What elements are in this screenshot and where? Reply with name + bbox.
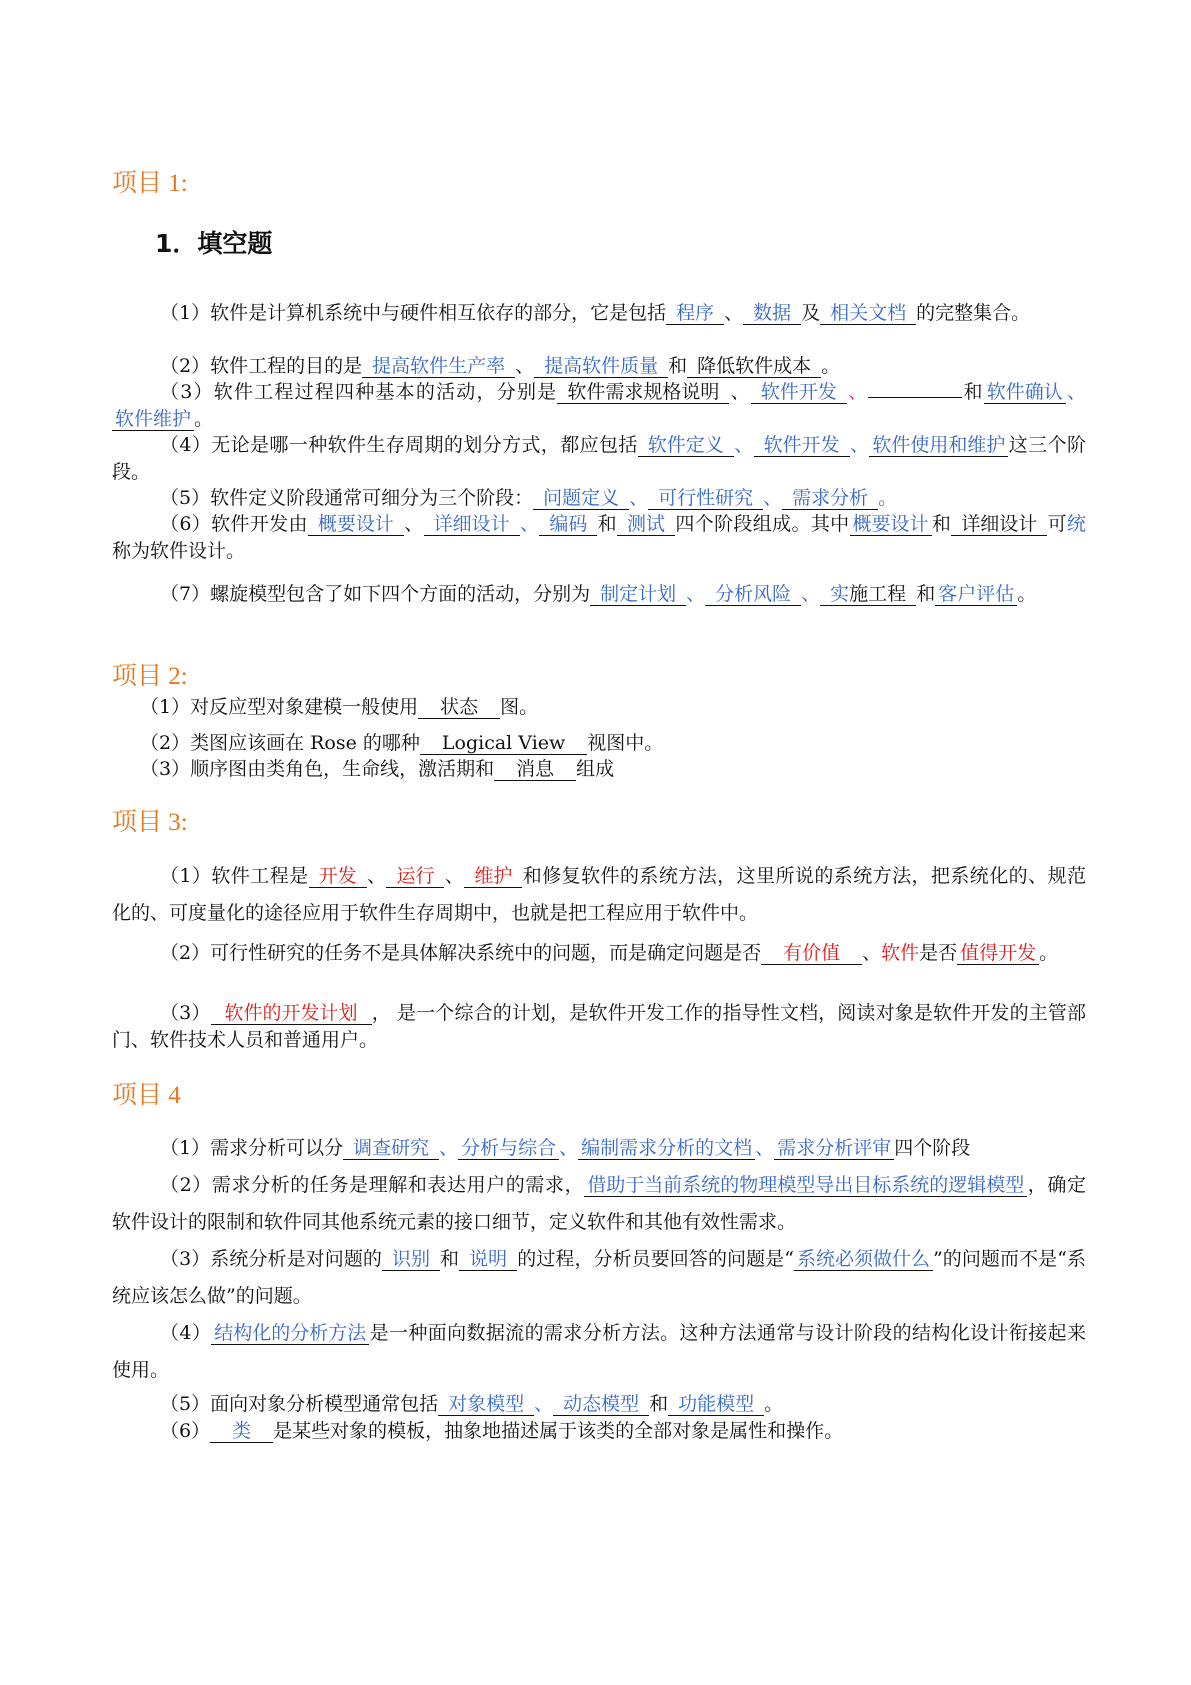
text: 和 xyxy=(931,513,952,535)
text: ， 是一个综合的计划，是软件开发工作的指导性文档，阅读对象是软件开发的主管部门、软件技术人员和普通用户。 xyxy=(112,1002,1087,1051)
text: 、 xyxy=(849,434,870,456)
p1-question-7 xyxy=(112,581,1086,608)
answer-blank: 问题定义 xyxy=(533,487,629,510)
text: （3）顺序图由类角色，生命线，激活期和 xyxy=(140,758,495,780)
text: 统 xyxy=(1066,513,1086,535)
text: （6）软件开发由 xyxy=(160,513,308,535)
text: 、 xyxy=(763,487,783,509)
p4-question-3 xyxy=(112,1241,1086,1315)
text: 。 xyxy=(764,1393,784,1415)
text: 的完整集合。 xyxy=(916,302,1031,324)
text: 、 xyxy=(515,355,535,377)
answer-blank: 运行 xyxy=(386,865,444,888)
text: 、 xyxy=(403,513,424,535)
answer-blank: 数据 xyxy=(743,302,801,325)
text: 这三个阶段。 xyxy=(112,434,1086,483)
text: 和修复软件的系统方法，这里所说的系统方法，把系统化的、规范化的、可度量化的途径应用于软件生存周期中，也就是把工程应用于软件中。 xyxy=(112,865,1086,924)
text: 施工程 xyxy=(849,583,907,605)
answer-blank: 需求分析 xyxy=(782,487,878,510)
text: （4） xyxy=(160,1322,212,1344)
p1-question-1 xyxy=(112,300,1086,327)
answer-blank: 概要设计 xyxy=(850,513,932,536)
text: 称为软件设计。 xyxy=(112,540,246,562)
p4-question-6 xyxy=(112,1418,1086,1445)
text: 。 xyxy=(1017,583,1037,605)
answer-blank: 结构化的分析方法 xyxy=(211,1322,369,1345)
p2-question-2 xyxy=(112,730,1086,757)
text: （3）软件工程过程四种基本的活动，分别是 xyxy=(160,381,558,403)
answer-blank: 消息 xyxy=(494,758,576,781)
p1-question-6 xyxy=(112,511,1086,565)
text: 、 xyxy=(724,302,744,324)
text: 。 xyxy=(194,408,214,430)
text: 、 xyxy=(439,1137,459,1159)
answer-blank: 概要设计 xyxy=(308,513,404,536)
answer-blank: 识别 xyxy=(382,1248,440,1271)
text: 、 xyxy=(366,865,387,887)
text: （2）类图应该画在 Rose 的哪种 xyxy=(140,732,420,754)
text: （6） xyxy=(160,1420,211,1442)
answer-blank: 借助于当前系统的物理模型导出目标系统的逻辑模型 xyxy=(584,1174,1027,1197)
text: （3） xyxy=(160,1002,211,1024)
answer-blank: 需求分析评审 xyxy=(774,1137,894,1160)
answer-blank: 提高软件质量 xyxy=(534,355,668,378)
text: 视图中。 xyxy=(587,732,664,754)
answer-blank: 状态 xyxy=(418,696,500,719)
answer-blank: 编制需求分析的文档 xyxy=(578,1137,755,1160)
text: 四个阶段组成。其中 xyxy=(675,513,850,535)
answer-blank: 编码 xyxy=(539,513,597,536)
text: （4）无论是哪一种软件生存周期的划分方式，都应包括 xyxy=(160,434,638,456)
answer-blank: 软件开发 xyxy=(754,434,850,457)
p3-question-3 xyxy=(112,1000,1086,1054)
p2-question-3 xyxy=(112,756,1086,783)
text: 、 xyxy=(519,513,540,535)
p3-question-2 xyxy=(112,940,1086,967)
text: 、 xyxy=(755,1137,775,1159)
text: 、 xyxy=(801,583,821,605)
answer-blank xyxy=(868,397,962,398)
answer-blank: 类 xyxy=(210,1420,273,1443)
answer-blank: 降低软件成本 xyxy=(687,355,821,378)
answer-blank: 软件定义 xyxy=(638,434,734,457)
text: （7）螺旋模型包含了如下四个方面的活动，分别为 xyxy=(160,583,591,605)
p3-question-1 xyxy=(112,858,1086,932)
answer-blank: 提高软件生产率 xyxy=(362,355,515,378)
text: 和 xyxy=(916,583,936,605)
text: 和 xyxy=(439,1248,460,1270)
text: （1）对反应型对象建模一般使用 xyxy=(140,696,419,718)
text: 、 xyxy=(444,865,465,887)
answer-blank: 软件需求规格说明 xyxy=(557,381,729,404)
text: 四个阶段 xyxy=(894,1137,971,1159)
answer-blank: 有价值 xyxy=(761,942,862,965)
answer-blank: 维护 xyxy=(464,865,522,888)
answer-blank: 客户评估 xyxy=(935,583,1017,606)
text: 和 xyxy=(668,355,688,377)
text: 和 xyxy=(597,513,618,535)
answer-blank xyxy=(820,583,916,606)
answer-blank: 程序 xyxy=(666,302,724,325)
p1-question-2 xyxy=(112,353,1086,380)
text: （2）需求分析的任务是理解和表达用户的需求， xyxy=(160,1174,585,1196)
answer-blank: 分析与综合 xyxy=(458,1137,559,1160)
text: 组成 xyxy=(576,758,615,780)
answer-blank: 功能模型 xyxy=(668,1393,764,1416)
answer-blank: 测试 xyxy=(617,513,675,536)
text: （1）需求分析可以分 xyxy=(160,1137,344,1159)
project-2-heading: 项目 2: xyxy=(112,663,188,690)
text: ”的问题而不是“系统应该怎么做”的问题。 xyxy=(112,1248,1086,1307)
answer-blank: 软件开发 xyxy=(751,381,847,404)
text: 、 xyxy=(1065,381,1086,403)
answer-blank: 软件确认 xyxy=(984,381,1066,404)
project-4-heading: 项目 4 xyxy=(112,1082,181,1109)
text: 、 xyxy=(733,434,754,456)
answer-blank: 动态模型 xyxy=(553,1393,649,1416)
text: （2）可行性研究的任务不是具体解决系统中的问题，而是确定问题是否 xyxy=(160,942,762,964)
project-3-heading: 项目 3: xyxy=(112,809,188,836)
text: （1）软件是计算机系统中与硬件相互依存的部分，它是包括 xyxy=(160,302,667,324)
answer-blank: 详细设计 xyxy=(951,513,1047,536)
text: 、 xyxy=(846,381,869,403)
text: 的过程，分析员要回答的问题是“ xyxy=(517,1248,794,1270)
text: 图。 xyxy=(500,696,539,718)
p2-question-1 xyxy=(112,694,1086,721)
answer-blank: 值得开发 xyxy=(957,942,1039,965)
text: 、 xyxy=(559,1137,579,1159)
text: 。 xyxy=(878,487,898,509)
answer-blank: 系统必须做什么 xyxy=(794,1248,933,1271)
answer-blank: 详细设计 xyxy=(424,513,520,536)
text: 实 xyxy=(830,583,850,605)
text: 是某些对象的模板，抽象地描述属于该类的全部对象是属性和操作。 xyxy=(273,1420,844,1442)
p1-question-4 xyxy=(112,432,1086,486)
text: 可 xyxy=(1047,513,1067,535)
text: 是一种面向数据流的需求分析方法。这种方法通常与设计阶段的结构化设计衔接起来使用。 xyxy=(112,1322,1086,1381)
answer-blank: Logical View xyxy=(420,732,587,755)
answer-blank: 相关文档 xyxy=(820,302,916,325)
text: 软件 xyxy=(881,942,920,964)
answer-blank: 软件维护 xyxy=(112,408,194,431)
text: 是否 xyxy=(919,942,958,964)
answer-blank: 调查研究 xyxy=(343,1137,439,1160)
p1-question-3 xyxy=(112,379,1086,433)
p4-question-5 xyxy=(112,1391,1086,1418)
p4-question-2 xyxy=(112,1167,1086,1241)
text: 和 xyxy=(962,381,984,403)
project-1-heading: 项目 1: xyxy=(112,170,188,197)
section-fill-blank-heading: 1．填空题 xyxy=(155,229,273,258)
answer-blank: 分析风险 xyxy=(705,583,801,606)
text: 及 xyxy=(801,302,821,324)
answer-blank: 可行性研究 xyxy=(648,487,763,510)
answer-blank: 说明 xyxy=(459,1248,517,1271)
answer-blank: 对象模型 xyxy=(438,1393,534,1416)
text: 、 xyxy=(629,487,649,509)
answer-blank: 软件的开发计划 xyxy=(211,1002,372,1025)
answer-blank: 开发 xyxy=(309,865,367,888)
text: 。 xyxy=(821,355,841,377)
p4-question-1 xyxy=(112,1130,1086,1167)
text: 。 xyxy=(1039,942,1059,964)
text: （1）软件工程是 xyxy=(160,865,309,887)
text: 、 xyxy=(534,1393,554,1415)
text: 、 xyxy=(686,583,706,605)
text: （2）软件工程的目的是 xyxy=(160,355,363,377)
answer-blank: 软件使用和维护 xyxy=(869,434,1008,457)
text: 、 xyxy=(729,381,751,403)
text: ，确定软件设计的限制和软件同其他系统元素的接口细节，定义软件和其他有效性需求。 xyxy=(112,1174,1086,1233)
text: 和 xyxy=(649,1393,669,1415)
p1-question-5 xyxy=(112,485,1086,512)
p4-question-4 xyxy=(112,1315,1086,1389)
answer-blank: 制定计划 xyxy=(590,583,686,606)
text: 、 xyxy=(862,942,882,964)
text: （5）面向对象分析模型通常包括 xyxy=(160,1393,439,1415)
text: （5）软件定义阶段通常可细分为三个阶段： xyxy=(160,487,534,509)
text: （3）系统分析是对问题的 xyxy=(160,1248,382,1270)
